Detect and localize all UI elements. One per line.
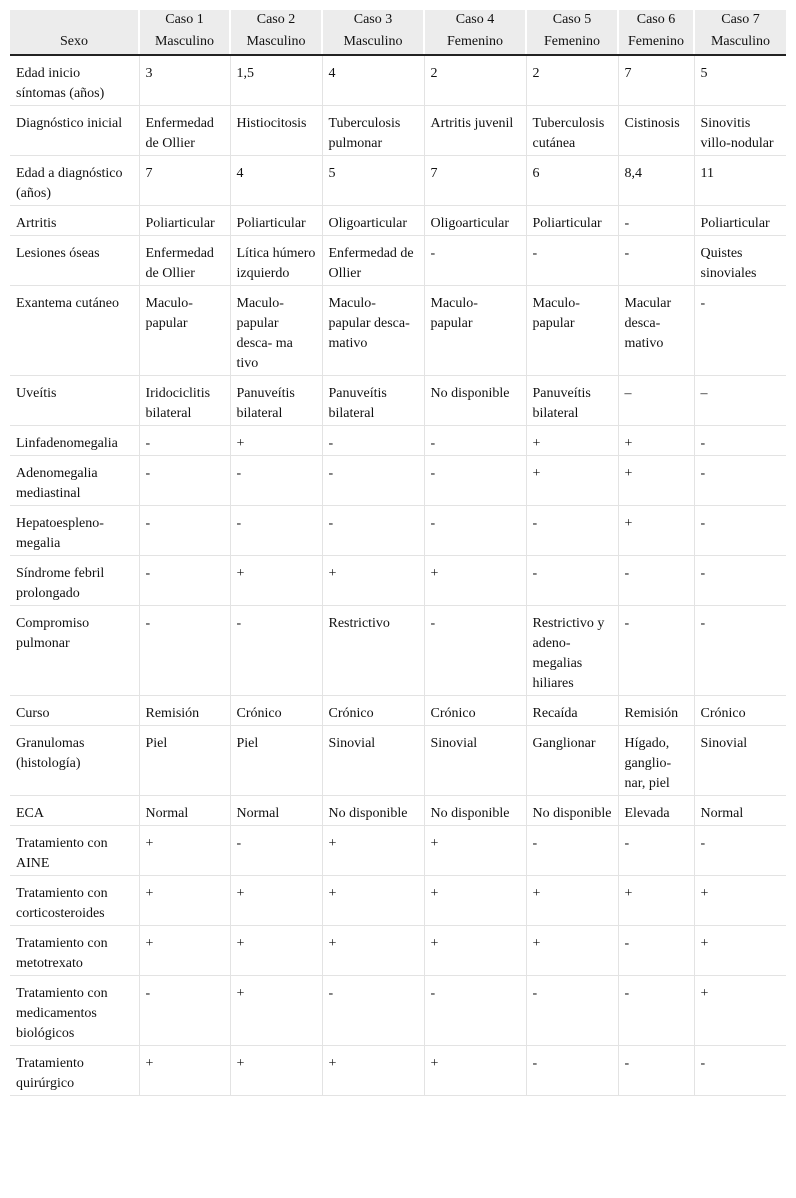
table-cell: 4 bbox=[230, 156, 322, 206]
table-row bbox=[10, 826, 786, 876]
table-cell: Ganglionar bbox=[526, 726, 618, 796]
table-cell: - bbox=[322, 976, 424, 1046]
row-label: Exantema cutáneo bbox=[10, 286, 139, 376]
table-cell: Restrictivo bbox=[322, 606, 424, 696]
table-cell: Panuveítis bilateral bbox=[526, 376, 618, 426]
table-cell: Macular desca-mativo bbox=[618, 286, 694, 376]
header-sex-3: Masculino bbox=[322, 32, 424, 55]
row-label: Tratamiento con AINE bbox=[10, 826, 139, 876]
table-cell: + bbox=[694, 926, 786, 976]
table-cell: Sinovial bbox=[322, 726, 424, 796]
table-cell: – bbox=[694, 376, 786, 426]
table-cell: - bbox=[694, 606, 786, 696]
header-sexo-label: Sexo bbox=[10, 10, 139, 55]
table-cell: - bbox=[694, 286, 786, 376]
table-cell: - bbox=[526, 976, 618, 1046]
table-cell: + bbox=[322, 926, 424, 976]
row-label: Diagnóstico inicial bbox=[10, 106, 139, 156]
table-cell: Lítica húmero izquierdo bbox=[230, 236, 322, 286]
table-cell: + bbox=[322, 826, 424, 876]
table-cell: Tuberculosis cutánea bbox=[526, 106, 618, 156]
table-cell: - bbox=[424, 506, 526, 556]
clinical-cases-table bbox=[10, 10, 786, 1096]
table-cell: - bbox=[618, 926, 694, 976]
table-cell: + bbox=[230, 876, 322, 926]
table-cell: 3 bbox=[139, 55, 230, 106]
row-label: Linfadenomegalia bbox=[10, 426, 139, 456]
table-cell: Maculo-papular bbox=[139, 286, 230, 376]
table-cell: Poliarticular bbox=[526, 206, 618, 236]
table-cell: - bbox=[618, 236, 694, 286]
table-row bbox=[10, 696, 786, 726]
table-cell: - bbox=[230, 506, 322, 556]
row-label: ECA bbox=[10, 796, 139, 826]
header-sex-1: Masculino bbox=[139, 32, 230, 55]
header-case-5: Caso 5 bbox=[526, 10, 618, 32]
table-cell: 4 bbox=[322, 55, 424, 106]
table-cell: + bbox=[526, 456, 618, 506]
table-cell: - bbox=[618, 606, 694, 696]
table-row bbox=[10, 286, 786, 376]
table-cell: Enfermedad de Ollier bbox=[139, 106, 230, 156]
table-cell: 5 bbox=[322, 156, 424, 206]
table-cell: + bbox=[618, 456, 694, 506]
table-cell: + bbox=[526, 426, 618, 456]
row-label: Uveítis bbox=[10, 376, 139, 426]
table-cell: + bbox=[424, 926, 526, 976]
row-label: Tratamiento con metotrexato bbox=[10, 926, 139, 976]
table-cell: 1,5 bbox=[230, 55, 322, 106]
table-row bbox=[10, 156, 786, 206]
table-cell: Crónico bbox=[230, 696, 322, 726]
table-header bbox=[10, 10, 786, 55]
table-cell: Poliarticular bbox=[694, 206, 786, 236]
table-cell: No disponible bbox=[526, 796, 618, 826]
table-cell: Artritis juvenil bbox=[424, 106, 526, 156]
table-cell: No disponible bbox=[424, 376, 526, 426]
table-cell: + bbox=[694, 876, 786, 926]
table-cell: + bbox=[618, 506, 694, 556]
table-cell: - bbox=[526, 826, 618, 876]
table-cell: + bbox=[424, 826, 526, 876]
table-cell: Poliarticular bbox=[139, 206, 230, 236]
table-cell: Sinovial bbox=[694, 726, 786, 796]
table-row bbox=[10, 206, 786, 236]
table-cell: Crónico bbox=[694, 696, 786, 726]
table-cell: + bbox=[526, 926, 618, 976]
row-label: Hepatoespleno-megalia bbox=[10, 506, 139, 556]
row-label: Tratamiento con corticosteroides bbox=[10, 876, 139, 926]
row-label: Curso bbox=[10, 696, 139, 726]
table-cell: + bbox=[139, 926, 230, 976]
row-label: Artritis bbox=[10, 206, 139, 236]
table-cell: 11 bbox=[694, 156, 786, 206]
table-cell: Iridociclitis bilateral bbox=[139, 376, 230, 426]
table-cell: - bbox=[694, 1046, 786, 1096]
table-cell: Maculo-papular bbox=[424, 286, 526, 376]
header-sex-7: Masculino bbox=[694, 32, 786, 55]
table-cell: Piel bbox=[139, 726, 230, 796]
table-cell: - bbox=[424, 456, 526, 506]
table-cell: Sinovitis villo-nodular bbox=[694, 106, 786, 156]
table-cell: - bbox=[526, 1046, 618, 1096]
table-row bbox=[10, 106, 786, 156]
table-row bbox=[10, 876, 786, 926]
header-case-6: Caso 6 bbox=[618, 10, 694, 32]
table-body bbox=[10, 55, 786, 1096]
table-row bbox=[10, 506, 786, 556]
table-cell: Remisión bbox=[139, 696, 230, 726]
row-label: Granulomas (histología) bbox=[10, 726, 139, 796]
table-row bbox=[10, 926, 786, 976]
table-cell: - bbox=[230, 826, 322, 876]
table-cell: Normal bbox=[139, 796, 230, 826]
table-cell: Oligoarticular bbox=[424, 206, 526, 236]
table-row bbox=[10, 556, 786, 606]
table-cell: Enfermedad de Ollier bbox=[139, 236, 230, 286]
table-cell: - bbox=[618, 206, 694, 236]
table-cell: 7 bbox=[424, 156, 526, 206]
table-cell: Poliarticular bbox=[230, 206, 322, 236]
table-cell: Recaída bbox=[526, 696, 618, 726]
table-cell: - bbox=[139, 606, 230, 696]
table-row bbox=[10, 606, 786, 696]
row-label: Edad inicio síntomas (años) bbox=[10, 55, 139, 106]
table-row bbox=[10, 236, 786, 286]
table-cell: + bbox=[322, 556, 424, 606]
table-cell: - bbox=[230, 606, 322, 696]
table-cell: 2 bbox=[526, 55, 618, 106]
table-cell: - bbox=[322, 426, 424, 456]
row-label: Lesiones óseas bbox=[10, 236, 139, 286]
table-cell: No disponible bbox=[322, 796, 424, 826]
table-row bbox=[10, 456, 786, 506]
table-cell: + bbox=[694, 976, 786, 1046]
table-cell: Maculo-papular bbox=[526, 286, 618, 376]
table-cell: - bbox=[230, 456, 322, 506]
table-cell: + bbox=[139, 826, 230, 876]
table-cell: Crónico bbox=[424, 696, 526, 726]
table-cell: + bbox=[618, 876, 694, 926]
table-cell: + bbox=[322, 1046, 424, 1096]
table-cell: + bbox=[230, 976, 322, 1046]
table-cell: - bbox=[618, 976, 694, 1046]
table-cell: + bbox=[618, 426, 694, 456]
table-cell: - bbox=[139, 976, 230, 1046]
header-case-2: Caso 2 bbox=[230, 10, 322, 32]
header-sex-6: Femenino bbox=[618, 32, 694, 55]
header-case-3: Caso 3 bbox=[322, 10, 424, 32]
row-label: Edad a diagnóstico (años) bbox=[10, 156, 139, 206]
table-cell: - bbox=[694, 556, 786, 606]
table-cell: - bbox=[424, 976, 526, 1046]
table-row bbox=[10, 1046, 786, 1096]
table-cell: - bbox=[139, 506, 230, 556]
table-cell: - bbox=[526, 236, 618, 286]
table-cell: - bbox=[424, 236, 526, 286]
table-cell: + bbox=[526, 876, 618, 926]
header-sex-2: Masculino bbox=[230, 32, 322, 55]
table-cell: - bbox=[322, 506, 424, 556]
table-cell: - bbox=[139, 456, 230, 506]
table-cell: - bbox=[694, 506, 786, 556]
table-cell: + bbox=[230, 1046, 322, 1096]
header-case-4: Caso 4 bbox=[424, 10, 526, 32]
table-cell: Tuberculosis pulmonar bbox=[322, 106, 424, 156]
table-cell: + bbox=[424, 876, 526, 926]
table-cell: Panuveítis bilateral bbox=[322, 376, 424, 426]
table-cell: Normal bbox=[230, 796, 322, 826]
row-label: Compromiso pulmonar bbox=[10, 606, 139, 696]
table-row bbox=[10, 426, 786, 456]
table-cell: - bbox=[139, 556, 230, 606]
table-cell: Cistinosis bbox=[618, 106, 694, 156]
table-cell: - bbox=[694, 426, 786, 456]
header-sex-5: Femenino bbox=[526, 32, 618, 55]
table-cell: - bbox=[694, 826, 786, 876]
table-cell: Oligoarticular bbox=[322, 206, 424, 236]
table-cell: Maculo-papular desca- ma tivo bbox=[230, 286, 322, 376]
table-cell: + bbox=[322, 876, 424, 926]
table-cell: – bbox=[618, 376, 694, 426]
table-cell: + bbox=[139, 1046, 230, 1096]
table-cell: 2 bbox=[424, 55, 526, 106]
table-cell: 8,4 bbox=[618, 156, 694, 206]
table-row bbox=[10, 796, 786, 826]
table-cell: 7 bbox=[139, 156, 230, 206]
table-cell: Sinovial bbox=[424, 726, 526, 796]
table-cell: + bbox=[230, 926, 322, 976]
table-cell: - bbox=[424, 606, 526, 696]
table-cell: Maculo-papular desca-mativo bbox=[322, 286, 424, 376]
header-sex-4: Femenino bbox=[424, 32, 526, 55]
table-cell: + bbox=[424, 1046, 526, 1096]
table-cell: - bbox=[322, 456, 424, 506]
table-cell: + bbox=[230, 556, 322, 606]
table-cell: + bbox=[139, 876, 230, 926]
table-cell: - bbox=[424, 426, 526, 456]
table-cell: Crónico bbox=[322, 696, 424, 726]
row-label: Síndrome febril prolongado bbox=[10, 556, 139, 606]
table-row bbox=[10, 726, 786, 796]
table-cell: + bbox=[424, 556, 526, 606]
table-cell: - bbox=[139, 426, 230, 456]
header-case-1: Caso 1 bbox=[139, 10, 230, 32]
row-label: Tratamiento quirúrgico bbox=[10, 1046, 139, 1096]
row-label: Adenomegalia mediastinal bbox=[10, 456, 139, 506]
table-cell: Enfermedad de Ollier bbox=[322, 236, 424, 286]
table-cell: Remisión bbox=[618, 696, 694, 726]
table-cell: Normal bbox=[694, 796, 786, 826]
header-case-7: Caso 7 bbox=[694, 10, 786, 32]
table-cell: No disponible bbox=[424, 796, 526, 826]
table-cell: - bbox=[618, 826, 694, 876]
clinical-cases-table-container bbox=[10, 10, 786, 1096]
table-row bbox=[10, 55, 786, 106]
table-cell: Elevada bbox=[618, 796, 694, 826]
table-cell: Panuveítis bilateral bbox=[230, 376, 322, 426]
table-cell: - bbox=[618, 556, 694, 606]
table-cell: 7 bbox=[618, 55, 694, 106]
row-label: Tratamiento con medicamentos biológicos bbox=[10, 976, 139, 1046]
table-cell: + bbox=[230, 426, 322, 456]
table-row bbox=[10, 976, 786, 1046]
table-cell: 5 bbox=[694, 55, 786, 106]
table-cell: Histiocitosis bbox=[230, 106, 322, 156]
table-cell: 6 bbox=[526, 156, 618, 206]
table-cell: Quistes sinoviales bbox=[694, 236, 786, 286]
table-cell: Restrictivo y adeno-megalias hiliares bbox=[526, 606, 618, 696]
table-cell: - bbox=[526, 556, 618, 606]
table-cell: - bbox=[526, 506, 618, 556]
table-cell: - bbox=[694, 456, 786, 506]
table-cell: Hígado, ganglio-nar, piel bbox=[618, 726, 694, 796]
table-row bbox=[10, 376, 786, 426]
table-cell: - bbox=[618, 1046, 694, 1096]
table-cell: Piel bbox=[230, 726, 322, 796]
